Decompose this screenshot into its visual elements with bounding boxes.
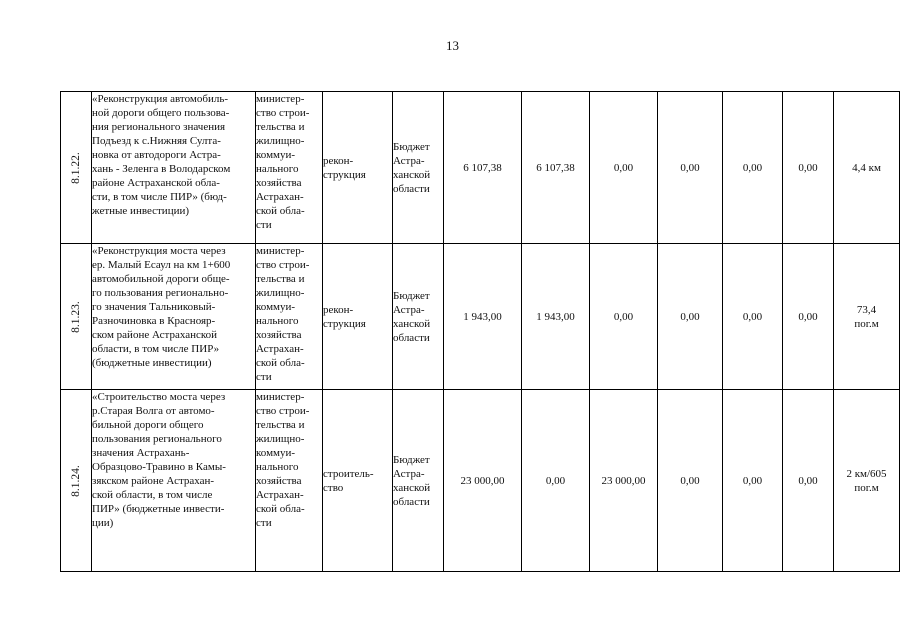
value-year-1: 0,00 <box>522 390 590 572</box>
project-name: «Реконструкция автомобиль- ной дороги общего пользова- ния регионального значения Подъезд к с.Нижняя Султа- новка от автодороги Астра- хань - Зеленга в Володарском районе Астраханской обла- сти, в том числе ПИР» (бюд- жетные инвестиции) <box>92 92 256 244</box>
value-year-5: 0,00 <box>783 390 834 572</box>
page-number: 13 <box>446 38 459 53</box>
funding-source: Бюджет Астра- ханской области <box>393 390 444 572</box>
value-year-4: 0,00 <box>723 92 783 244</box>
row-number-cell <box>61 92 92 244</box>
capacity: 73,4 пог.м <box>834 244 900 390</box>
executor: министер- ство строи- тельства и жилищно- коммуи- нального хозяйства Астрахан- ской обла- сти <box>256 244 323 390</box>
table-row <box>61 390 900 572</box>
funding-source: Бюджет Астра- ханской области <box>393 92 444 244</box>
executor: министер- ство строи- тельства и жилищно- коммуи- нального хозяйства Астрахан- ской обла- сти <box>256 390 323 572</box>
row-number-cell <box>61 390 92 572</box>
value-year-3: 0,00 <box>658 244 723 390</box>
table-row <box>61 244 900 390</box>
value-year-2: 23 000,00 <box>590 390 658 572</box>
row-number: 8.1.23. <box>70 300 82 333</box>
value-year-5: 0,00 <box>783 244 834 390</box>
capacity: 4,4 км <box>834 92 900 244</box>
budget-table <box>60 91 900 572</box>
row-number-cell <box>61 244 92 390</box>
executor: министер- ство строи- тельства и жилищно- коммуи- нального хозяйства Астрахан- ской обла- сти <box>256 92 323 244</box>
value-year-3: 0,00 <box>658 92 723 244</box>
value-year-1: 6 107,38 <box>522 92 590 244</box>
table-row <box>61 92 900 244</box>
row-number: 8.1.22. <box>70 151 82 184</box>
value-total: 6 107,38 <box>444 92 522 244</box>
value-total: 1 943,00 <box>444 244 522 390</box>
capacity: 2 км/605 пог.м <box>834 390 900 572</box>
funding-source: Бюджет Астра- ханской области <box>393 244 444 390</box>
row-number: 8.1.24. <box>70 464 82 497</box>
value-year-4: 0,00 <box>723 244 783 390</box>
value-year-2: 0,00 <box>590 244 658 390</box>
work-type: рекон- струкция <box>323 244 393 390</box>
value-year-2: 0,00 <box>590 92 658 244</box>
project-name: «Строительство моста через р.Старая Волга от автомо- бильной дороги общего пользования регионального значения Астрахань- Образцово-Травино в Камы- зякском районе Астрахан- ской области, в том числе ПИР» (бюджетные инвести- ции) <box>92 390 256 572</box>
value-year-5: 0,00 <box>783 92 834 244</box>
work-type: строитель- ство <box>323 390 393 572</box>
value-year-3: 0,00 <box>658 390 723 572</box>
value-year-4: 0,00 <box>723 390 783 572</box>
value-year-1: 1 943,00 <box>522 244 590 390</box>
work-type: рекон- струкция <box>323 92 393 244</box>
value-total: 23 000,00 <box>444 390 522 572</box>
project-name: «Реконструкция моста через ер. Малый Есаул на км 1+600 автомобильной дороги обще- го пользования регионально- го значения Тальниковый- Разночиновка в Краснояр- ском районе Астраханской области, в том числе ПИР» (бюджетные инвестиции) <box>92 244 256 390</box>
